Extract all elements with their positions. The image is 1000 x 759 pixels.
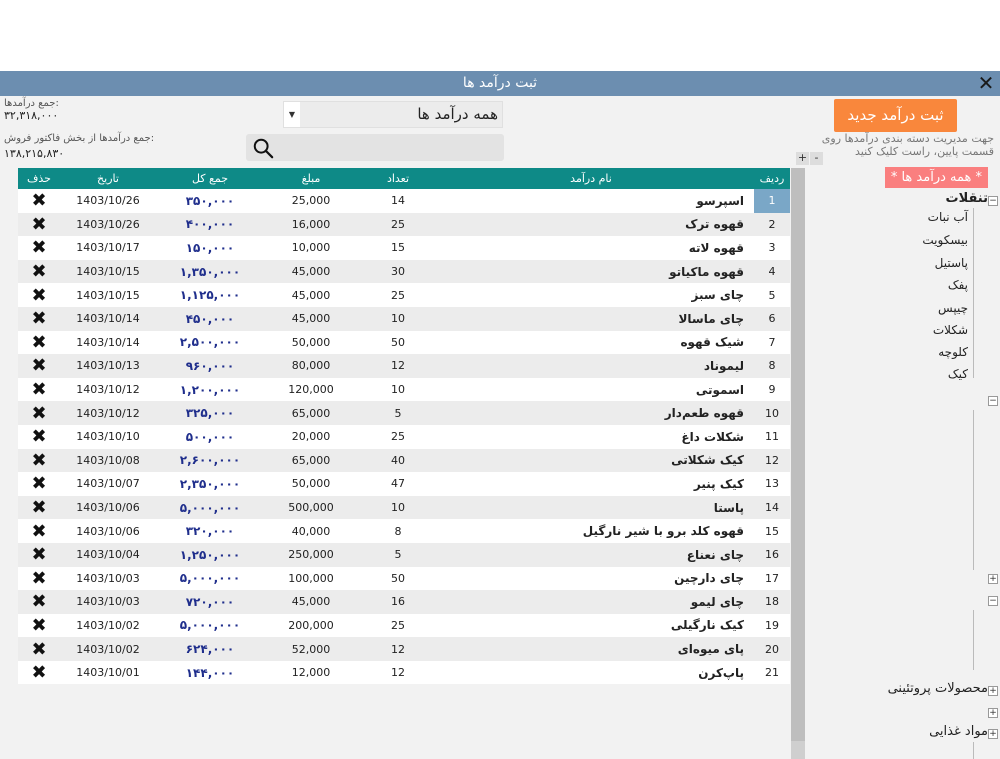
category-hint-text: جهت مدیریت دسته بندی درآمدها روی قسمت پایین، راست کلیک کنید — [821, 132, 994, 158]
cell-price: 45,000 — [291, 595, 331, 609]
table-row[interactable] — [18, 354, 790, 378]
cell-date: 1403/10/06 — [76, 501, 140, 515]
cell-row-number: 13 — [765, 477, 779, 491]
cell-row-number: 5 — [768, 288, 776, 302]
cell-name: شکلات داغ — [681, 429, 744, 444]
cell-price: 65,000 — [291, 453, 331, 467]
cell-name: چای ماسالا — [678, 311, 744, 326]
cell-qty: 10 — [391, 312, 405, 326]
cell-row-number: 2 — [768, 217, 776, 231]
table-row[interactable] — [18, 189, 790, 213]
cell-price: 12,000 — [291, 666, 331, 680]
cell-qty: 50 — [391, 571, 405, 585]
delete-icon[interactable]: ✖ — [31, 237, 47, 259]
cell-total: ۲,۶۰۰,۰۰۰ — [179, 453, 241, 468]
cell-qty: 16 — [391, 595, 405, 609]
tree-group-snacks[interactable]: تنقلات — [945, 191, 988, 206]
delete-icon[interactable]: ✖ — [31, 261, 47, 283]
delete-icon[interactable]: ✖ — [31, 426, 47, 448]
cell-name: قهوه کلد برو با شیر نارگیل — [582, 524, 744, 539]
cell-price: 45,000 — [291, 265, 331, 279]
chevron-down-icon[interactable]: ▼ — [284, 102, 300, 127]
cell-row-number: 7 — [768, 335, 776, 349]
header-delete[interactable]: حذف — [18, 168, 60, 189]
delete-icon[interactable]: ✖ — [31, 520, 47, 542]
delete-icon[interactable] — [18, 425, 60, 449]
cell-row-number: 17 — [765, 571, 779, 585]
delete-icon[interactable] — [18, 543, 60, 567]
cell-row-number: 8 — [768, 359, 776, 373]
cell-total: ۹۶۰,۰۰۰ — [185, 358, 235, 373]
table-scrollbar[interactable] — [791, 168, 805, 759]
top-blank-area — [0, 0, 1000, 71]
cell-name: کیک پنیر — [693, 476, 744, 491]
delete-icon[interactable] — [18, 401, 60, 425]
cell-date: 1403/10/07 — [76, 477, 140, 491]
delete-icon[interactable]: ✖ — [31, 591, 47, 613]
delete-icon[interactable] — [18, 567, 60, 591]
delete-icon[interactable] — [18, 331, 60, 355]
cell-row-number: 4 — [768, 265, 776, 279]
cell-row-number: 9 — [768, 383, 776, 397]
cell-qty: 25 — [391, 430, 405, 444]
cell-qty: 25 — [391, 217, 405, 231]
cell-date: 1403/10/14 — [76, 335, 140, 349]
window-title: ثبت درآمد ها — [462, 75, 538, 91]
delete-icon[interactable]: ✖ — [31, 449, 47, 471]
table-row[interactable] — [18, 449, 790, 473]
cell-name: پاپ‌کرن — [698, 665, 744, 680]
cell-qty: 14 — [391, 194, 405, 208]
cell-row-number: 14 — [765, 501, 779, 515]
table-row[interactable] — [18, 331, 790, 355]
cell-price: 25,000 — [291, 194, 331, 208]
close-icon[interactable]: ✕ — [977, 71, 995, 95]
tree-toggle[interactable]: + — [989, 708, 997, 718]
delete-icon[interactable]: ✖ — [31, 284, 47, 306]
table-row[interactable] — [18, 307, 790, 331]
tree-item[interactable]: بیسکویت — [922, 233, 968, 247]
cell-name: کیک نارگیلی — [670, 618, 744, 633]
cell-date: 1403/10/01 — [76, 666, 140, 680]
cell-price: 65,000 — [291, 406, 331, 420]
table-row[interactable] — [18, 519, 790, 543]
cell-row-number: 12 — [765, 453, 779, 467]
delete-icon[interactable]: ✖ — [31, 473, 47, 495]
delete-icon[interactable] — [18, 496, 60, 520]
cell-name: پاستا — [713, 500, 744, 515]
cell-row-number: 21 — [765, 666, 779, 680]
category-tree — [808, 96, 1000, 759]
cell-qty: 10 — [391, 383, 405, 397]
cell-total: ۳۲۰,۰۰۰ — [185, 524, 235, 539]
cell-total: ۲,۳۵۰,۰۰۰ — [179, 476, 241, 491]
cell-name: چای سبز — [691, 288, 744, 303]
cell-price: 250,000 — [288, 548, 334, 562]
tree-toggle-protein[interactable]: + — [989, 686, 997, 696]
cell-price: 10,000 — [291, 241, 331, 255]
delete-icon[interactable]: ✖ — [31, 662, 47, 684]
delete-icon[interactable]: ✖ — [31, 567, 47, 589]
table-row[interactable] — [18, 567, 790, 591]
delete-icon[interactable]: ✖ — [31, 190, 47, 212]
cell-total: ۱,۱۲۵,۰۰۰ — [179, 288, 241, 303]
income-table — [18, 168, 790, 684]
cell-name: اسپرسو — [696, 193, 744, 208]
cell-row-number: 3 — [768, 241, 776, 255]
cell-date: 1403/10/14 — [76, 312, 140, 326]
cell-price: 50,000 — [291, 477, 331, 491]
header-qty[interactable]: تعداد — [358, 168, 438, 189]
tree-toggle-snacks[interactable]: − — [989, 196, 997, 206]
cell-row-number: 11 — [765, 430, 779, 444]
cell-price: 50,000 — [291, 335, 331, 349]
cell-price: 45,000 — [291, 312, 331, 326]
delete-icon[interactable]: ✖ — [31, 379, 47, 401]
table-header-row — [18, 168, 790, 189]
cell-date: 1403/10/03 — [76, 595, 140, 609]
tree-toggle[interactable]: + — [989, 574, 997, 584]
delete-icon[interactable] — [18, 637, 60, 661]
cell-price: 16,000 — [291, 217, 331, 231]
cell-total: ۵,۰۰۰,۰۰۰ — [179, 500, 241, 515]
cell-total: ۵,۰۰۰,۰۰۰ — [179, 571, 241, 586]
cell-date: 1403/10/02 — [76, 642, 140, 656]
header-name[interactable]: نام درآمد — [438, 168, 754, 189]
cell-total: ۶۲۴,۰۰۰ — [185, 642, 235, 657]
delete-icon[interactable] — [18, 260, 60, 284]
header-row[interactable]: ردیف — [754, 168, 790, 189]
tree-item[interactable]: کلوچه — [938, 345, 968, 359]
header-total[interactable]: جمع کل — [156, 168, 264, 189]
table-row[interactable] — [18, 590, 790, 614]
cell-date: 1403/10/06 — [76, 524, 140, 538]
category-filter-select[interactable] — [283, 101, 503, 128]
delete-icon[interactable] — [18, 614, 60, 638]
cell-date: 1403/10/15 — [76, 288, 140, 302]
cell-name: قهوه لاته — [688, 240, 744, 255]
cell-name: چای لیمو — [690, 594, 744, 609]
tree-toggle-food[interactable]: + — [989, 729, 997, 739]
cell-date: 1403/10/12 — [76, 383, 140, 397]
tree-toggle[interactable]: − — [989, 396, 997, 406]
tree-item[interactable]: پاستیل — [934, 256, 968, 270]
cell-total: ۳۵۰,۰۰۰ — [185, 193, 235, 208]
cell-row-number: 1 — [754, 189, 790, 213]
cell-total: ۱۵۰,۰۰۰ — [185, 240, 235, 255]
cell-date: 1403/10/10 — [76, 430, 140, 444]
table-row[interactable] — [18, 283, 790, 307]
cell-date: 1403/10/17 — [76, 241, 140, 255]
delete-icon[interactable]: ✖ — [31, 331, 47, 353]
table-row[interactable] — [18, 614, 790, 638]
tree-all-incomes[interactable]: * همه درآمد ها * — [885, 167, 988, 188]
invoice-income-value: ۱۳۸,۲۱۵,۸۳۰ — [4, 147, 65, 160]
cell-total: ۱,۳۵۰,۰۰۰ — [179, 264, 241, 279]
tree-item[interactable]: آب نبات — [927, 210, 968, 224]
table-row[interactable] — [18, 472, 790, 496]
cell-total: ۵۰۰,۰۰۰ — [185, 429, 235, 444]
delete-icon[interactable] — [18, 307, 60, 331]
scrollbar-thumb[interactable] — [791, 168, 805, 741]
cell-row-number: 6 — [768, 312, 776, 326]
tree-item[interactable]: شکلات — [932, 323, 968, 337]
header-date[interactable]: تاریخ — [60, 168, 156, 189]
cell-name: پای میوه‌ای — [677, 642, 744, 657]
table-row[interactable] — [18, 637, 790, 661]
delete-icon[interactable] — [18, 354, 60, 378]
cell-qty: 5 — [394, 406, 402, 420]
tree-item[interactable]: پفک — [947, 278, 968, 292]
cell-name: قهوه ترک — [685, 217, 744, 232]
table-row[interactable] — [18, 378, 790, 402]
cell-qty: 12 — [391, 359, 405, 373]
tree-connector-line — [973, 610, 974, 670]
new-income-button[interactable]: ثبت درآمد جدید — [834, 99, 957, 132]
cell-qty: 30 — [391, 265, 405, 279]
table-row[interactable] — [18, 425, 790, 449]
cell-date: 1403/10/13 — [76, 359, 140, 373]
cell-name: شیک قهوه — [680, 335, 744, 350]
cell-qty: 25 — [391, 288, 405, 302]
cell-total: ۴۰۰,۰۰۰ — [185, 217, 235, 232]
cell-date: 1403/10/15 — [76, 265, 140, 279]
cell-qty: 5 — [394, 548, 402, 562]
tree-toggle[interactable]: − — [989, 596, 997, 606]
delete-icon[interactable] — [18, 590, 60, 614]
cell-qty: 50 — [391, 335, 405, 349]
cell-total: ۴۵۰,۰۰۰ — [185, 311, 235, 326]
cell-qty: 12 — [391, 666, 405, 680]
cell-price: 500,000 — [288, 501, 334, 515]
window-titlebar — [0, 71, 1000, 96]
cell-price: 80,000 — [291, 359, 331, 373]
cell-price: 40,000 — [291, 524, 331, 538]
cell-price: 20,000 — [291, 430, 331, 444]
main-content — [0, 96, 1000, 759]
tree-group-protein[interactable]: محصولات پروتئینی — [887, 681, 988, 696]
tree-connector-line — [973, 208, 974, 378]
cell-name: چای نعناع — [686, 547, 744, 562]
cell-row-number: 19 — [765, 618, 779, 632]
tree-connector-line — [973, 742, 974, 759]
table-row[interactable] — [18, 213, 790, 237]
cell-date: 1403/10/26 — [76, 217, 140, 231]
delete-icon[interactable] — [18, 213, 60, 237]
cell-date: 1403/10/12 — [76, 406, 140, 420]
cell-row-number: 15 — [765, 524, 779, 538]
cell-name: قهوه ماکیاتو — [669, 264, 744, 279]
cell-date: 1403/10/26 — [76, 194, 140, 208]
total-income-value: ۳۲,۳۱۸,۰۰۰ — [4, 109, 59, 122]
tree-item[interactable]: چیپس — [938, 301, 968, 315]
delete-icon[interactable]: ✖ — [31, 638, 47, 660]
delete-icon[interactable]: ✖ — [31, 355, 47, 377]
delete-icon[interactable] — [18, 189, 60, 213]
cell-name: چای دارچین — [674, 571, 744, 586]
delete-icon[interactable]: ✖ — [31, 614, 47, 636]
cell-total: ۱,۲۰۰,۰۰۰ — [179, 382, 241, 397]
delete-icon[interactable]: ✖ — [31, 497, 47, 519]
cell-row-number: 18 — [765, 595, 779, 609]
delete-icon[interactable]: ✖ — [31, 544, 47, 566]
cell-qty: 47 — [391, 477, 405, 491]
cell-qty: 8 — [394, 524, 402, 538]
cell-price: 45,000 — [291, 288, 331, 302]
cell-date: 1403/10/04 — [76, 548, 140, 562]
cell-row-number: 16 — [765, 548, 779, 562]
cell-price: 100,000 — [288, 571, 334, 585]
cell-qty: 15 — [391, 241, 405, 255]
table-row[interactable] — [18, 496, 790, 520]
tree-group-food[interactable]: مواد غذایی — [929, 724, 988, 739]
cell-qty: 10 — [391, 501, 405, 515]
tree-item[interactable]: کیک — [947, 367, 968, 381]
cell-qty: 25 — [391, 618, 405, 632]
delete-icon[interactable]: ✖ — [31, 213, 47, 235]
cell-price: 120,000 — [288, 383, 334, 397]
search-icon[interactable] — [252, 137, 274, 159]
cell-name: اسموتی — [695, 382, 744, 397]
cell-date: 1403/10/08 — [76, 453, 140, 467]
total-income-label: جمع درآمدها: — [4, 98, 59, 109]
cell-row-number: 10 — [765, 406, 779, 420]
cell-price: 52,000 — [291, 642, 331, 656]
invoice-income-label: جمع درآمدها از بخش فاکتور فروش: — [4, 133, 155, 144]
search-input[interactable] — [246, 134, 504, 161]
cell-total: ۳۲۵,۰۰۰ — [185, 406, 235, 421]
cell-name: لیموناد — [703, 358, 744, 373]
tree-connector-line — [973, 410, 974, 570]
collapse-all-button[interactable]: - — [810, 152, 823, 165]
delete-icon[interactable]: ✖ — [31, 402, 47, 424]
delete-icon[interactable] — [18, 449, 60, 473]
cell-qty: 40 — [391, 453, 405, 467]
header-price[interactable]: مبلغ — [264, 168, 358, 189]
delete-icon[interactable] — [18, 378, 60, 402]
cell-row-number: 20 — [765, 642, 779, 656]
cell-total: ۱,۲۵۰,۰۰۰ — [179, 547, 241, 562]
table-row[interactable] — [18, 661, 790, 685]
table-row[interactable] — [18, 543, 790, 567]
cell-qty: 12 — [391, 642, 405, 656]
table-body — [18, 189, 790, 684]
expand-all-button[interactable]: + — [797, 151, 808, 164]
category-filter-value: همه درآمد ها — [417, 105, 498, 123]
table-row[interactable] — [18, 401, 790, 425]
cell-total: ۷۲۰,۰۰۰ — [185, 594, 235, 609]
table-row[interactable] — [18, 236, 790, 260]
cell-total: ۵,۰۰۰,۰۰۰ — [179, 618, 241, 633]
cell-date: 1403/10/02 — [76, 618, 140, 632]
delete-icon[interactable] — [18, 472, 60, 496]
delete-icon[interactable] — [18, 519, 60, 543]
delete-icon[interactable] — [18, 236, 60, 260]
cell-total: ۲,۵۰۰,۰۰۰ — [179, 335, 241, 350]
cell-total: ۱۴۴,۰۰۰ — [185, 665, 235, 680]
delete-icon[interactable]: ✖ — [31, 308, 47, 330]
cell-name: کیک شکلاتی — [671, 453, 744, 468]
delete-icon[interactable] — [18, 283, 60, 307]
delete-icon[interactable] — [18, 661, 60, 685]
cell-date: 1403/10/03 — [76, 571, 140, 585]
cell-name: قهوه طعم‌دار — [664, 406, 744, 421]
table-row[interactable] — [18, 260, 790, 284]
cell-price: 200,000 — [288, 618, 334, 632]
